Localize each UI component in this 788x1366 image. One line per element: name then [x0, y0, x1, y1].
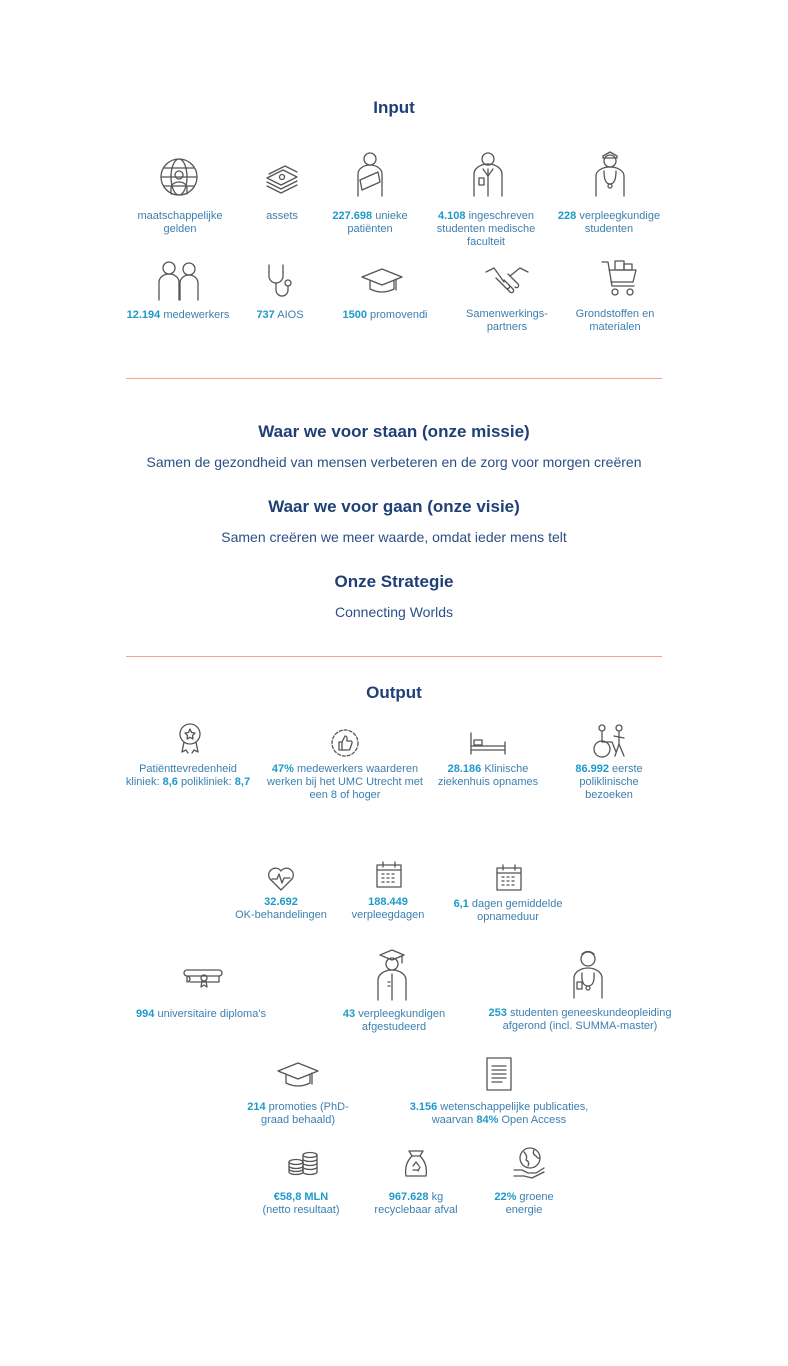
coins-icon: [286, 1150, 320, 1176]
vision-text: Samen creëren we meer waarde, omdat ieder mens telt: [221, 529, 567, 545]
output-item-13: 967.628 kg recyclebaar afval: [374, 1191, 458, 1216]
graduation-cap-icon: [360, 266, 404, 296]
output-item-5: 188.449 verpleegdagen: [351, 896, 425, 921]
input-item-3: 227.698 unieke patiënten: [332, 210, 408, 235]
output-item-2: 28.186 Klinische ziekenhuis opnames: [437, 763, 539, 788]
nurse-icon: [590, 150, 630, 198]
input-item-4: 4.108 ingeschreven studenten medische faculteit: [436, 210, 536, 248]
people-icon: [156, 260, 202, 302]
divider: [126, 656, 662, 657]
cart-icon: [600, 258, 640, 298]
thumbs-up-badge-icon: [330, 728, 360, 758]
output-item-1: 47% medewerkers waarderen werken bij het UMC Utrecht met een 8 of hoger: [267, 763, 423, 801]
heart-rate-icon: [266, 864, 296, 892]
output-item-10: 214 promoties (PhD- graad behaald): [247, 1101, 349, 1126]
patient-icon: [350, 150, 390, 198]
globe-hand-icon: [512, 1146, 546, 1180]
input-item-8: 1500 promovendi: [342, 309, 428, 321]
calendar-icon: [495, 864, 523, 892]
strategy-title: Onze Strategie: [334, 572, 454, 591]
input-item-1: maatschappelijke gelden: [137, 210, 223, 235]
input-item-2: assets: [266, 210, 298, 222]
input-item-5: 228 verpleegkundige studenten: [557, 210, 661, 235]
output-item-3: 86.992 eerste poliklinische bezoeken: [575, 763, 643, 801]
output-item-4: 32.692 OK-behandelingen: [235, 896, 327, 921]
output-item-11: 3.156 wetenschappelijke publicaties, waarvan 84% Open Access: [409, 1101, 589, 1126]
divider: [126, 378, 662, 379]
doctor-icon: [568, 948, 608, 1000]
input-item-9: Samenwerkings-partners: [466, 308, 548, 333]
calendar-icon: [375, 861, 403, 889]
handshake-icon: [484, 264, 530, 296]
wheelchair-icon: [590, 722, 628, 760]
document-icon: [484, 1056, 514, 1092]
input-item-6: 12.194 medewerkers: [126, 309, 230, 321]
input-item-10: Grondstoffen en materialen: [575, 308, 655, 333]
money-stack-icon: [263, 160, 301, 194]
mission-text: Samen de gezondheid van mensen verbeteren en de zorg voor morgen creëren: [146, 454, 642, 470]
diploma-scroll-icon: [182, 966, 224, 990]
output-item-9: 253 studenten geneeskundeopleiding afgerond (incl. SUMMA-master): [488, 1007, 672, 1032]
strategy-text: Connecting Worlds: [334, 604, 454, 620]
globe-person-icon: [158, 156, 200, 198]
hospital-bed-icon: [468, 730, 508, 756]
output-item-8: 43 verpleegkundigen afgestudeerd: [342, 1008, 446, 1033]
graduation-cap-icon: [276, 1060, 320, 1090]
output-item-7: 994 universitaire diploma's: [136, 1008, 266, 1020]
output-title: Output: [366, 683, 422, 702]
output-item-6: 6,1 dagen gemiddelde opnameduur: [453, 898, 563, 923]
nurse-graduate-icon: [372, 948, 412, 1002]
award-ribbon-icon: [176, 722, 204, 754]
input-title: Input: [373, 98, 415, 117]
output-item-12: €58,8 MLN (netto resultaat): [262, 1191, 340, 1216]
output-item-14: 22% groene energie: [494, 1191, 554, 1216]
output-satisfaction: Patiënttevredenheid kliniek: 8,6 polikliniek: 8,7: [125, 763, 251, 788]
recycle-bag-icon: [402, 1148, 430, 1180]
stethoscope-icon: [264, 262, 296, 300]
student-icon: [468, 150, 508, 198]
mission-title: Waar we voor staan (onze missie): [258, 422, 530, 441]
vision-title: Waar we voor gaan (onze visie): [268, 497, 520, 516]
input-item-7: 737 AIOS: [256, 309, 304, 321]
